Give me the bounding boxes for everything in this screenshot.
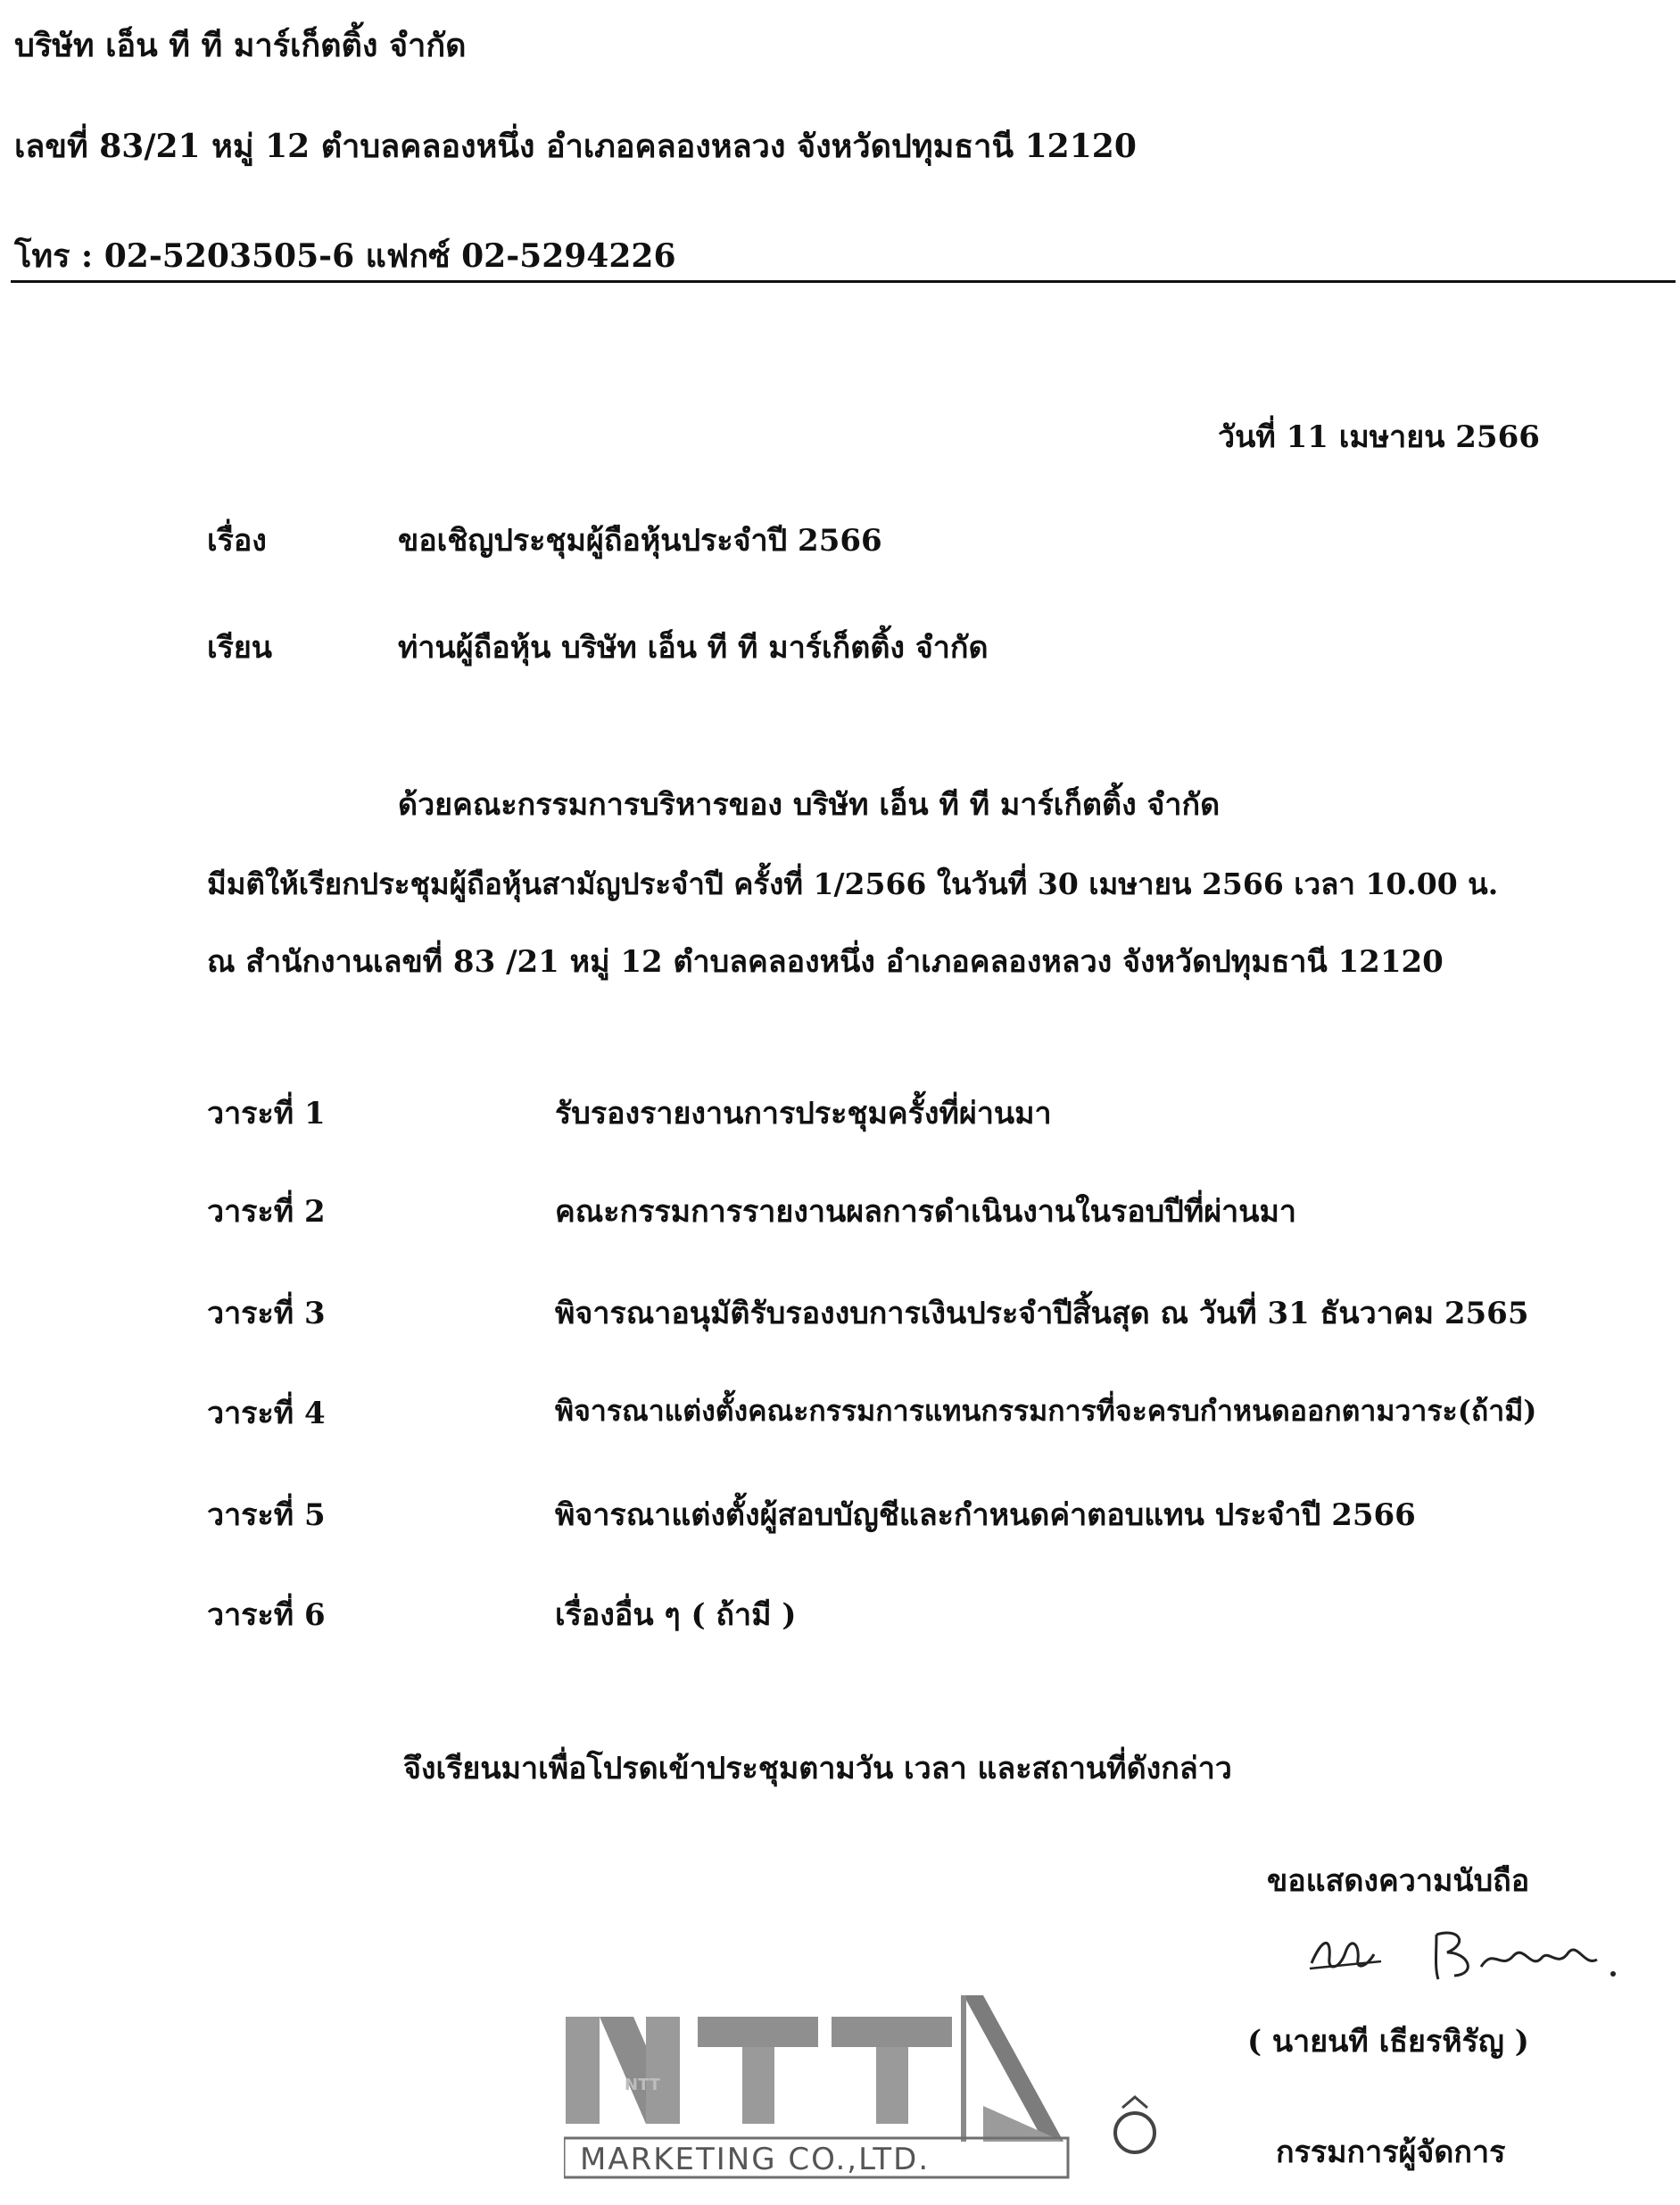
- company-name: บริษัท เอ็น ที ที มาร์เก็ตติ้ง จำกัด: [14, 27, 467, 64]
- agenda-label: วาระที่ 4: [207, 1396, 326, 1431]
- agenda-text: รับรองรายงานการประชุมครั้งที่ผ่านมา: [555, 1096, 1052, 1132]
- subject-label: เรื่อง: [207, 523, 267, 559]
- regards-text: ขอแสดงความนับถือ: [1267, 1863, 1530, 1899]
- subject-text: ขอเชิญประชุมผู้ถือหุ้นประจำปี 2566: [398, 523, 882, 559]
- svg-text:NTT: NTT: [625, 2076, 661, 2094]
- agenda-text: พิจารณาแต่งตั้งผู้สอบบัญชีและกำหนดค่าตอบแทน ประจำปี 2566: [555, 1497, 1416, 1533]
- signatory-name: ( นายนที เธียรหิรัญ ): [1247, 2024, 1529, 2060]
- signatory-title: กรรมการผู้จัดการ: [1276, 2135, 1506, 2170]
- company-address: เลขที่ 83/21 หมู่ 12 ตำบลคลองหนึ่ง อำเภอคลองหลวง จังหวัดปทุมธานี 12120: [14, 128, 1137, 165]
- agenda-label: วาระที่ 1: [207, 1096, 326, 1132]
- agenda-label: วาระที่ 3: [207, 1296, 326, 1331]
- ntt-logo: [566, 2017, 952, 2124]
- body-line: ด้วยคณะกรรมการบริหารของ บริษัท เอ็น ที ที มาร์เก็ตติ้ง จำกัด: [398, 787, 1221, 823]
- agenda-label: วาระที่ 6: [207, 1597, 326, 1633]
- agenda-label: วาระที่ 2: [207, 1194, 326, 1230]
- agenda-text: พิจารณาแต่งตั้งคณะกรรมการแทนกรรมการที่จะครบกำหนดออกตามวาระ(ถ้ามี): [555, 1394, 1537, 1428]
- signature-graphic: [1303, 1917, 1642, 1988]
- company-contact: โทร : 02-5203505-6 แฟกซ์ 02-5294226: [14, 237, 676, 275]
- body-line: ณ สำนักงานเลขที่ 83 /21 หมู่ 12 ตำบลคลองหนึ่ง อำเภอคลองหลวง จังหวัดปทุมธานี 12120: [207, 944, 1444, 980]
- agenda-label: วาระที่ 5: [207, 1497, 326, 1533]
- agenda-text: คณะกรรมการรายงานผลการดำเนินงานในรอบปีที่ผ่านมา: [555, 1194, 1296, 1230]
- letter-date: วันที่ 11 เมษายน 2566: [1218, 419, 1540, 455]
- body-line: มีมติให้เรียกประชุมผู้ถือหุ้นสามัญประจำปี ครั้งที่ 1/2566 ในวันที่ 30 เมษายน 2566 เวลา 10.00 น.: [207, 866, 1499, 901]
- stamp-company-text: MARKETING CO.,LTD.: [580, 2142, 931, 2177]
- header-divider: [11, 280, 1676, 283]
- recipient-label: เรียน: [207, 630, 273, 666]
- agenda-text: เรื่องอื่น ๆ ( ถ้ามี ): [555, 1597, 797, 1633]
- closing-line: จึงเรียนมาเพื่อโปรดเข้าประชุมตามวัน เวลา และสถานที่ดังกล่าว: [403, 1751, 1232, 1786]
- recipient-text: ท่านผู้ถือหุ้น บริษัท เอ็น ที ที มาร์เก็ตติ้ง จำกัด: [398, 630, 989, 666]
- agenda-text: พิจารณาอนุมัติรับรองงบการเงินประจำปีสิ้นสุด ณ วันที่ 31 ธันวาคม 2565: [555, 1296, 1529, 1331]
- company-stamp: [564, 1990, 1206, 2205]
